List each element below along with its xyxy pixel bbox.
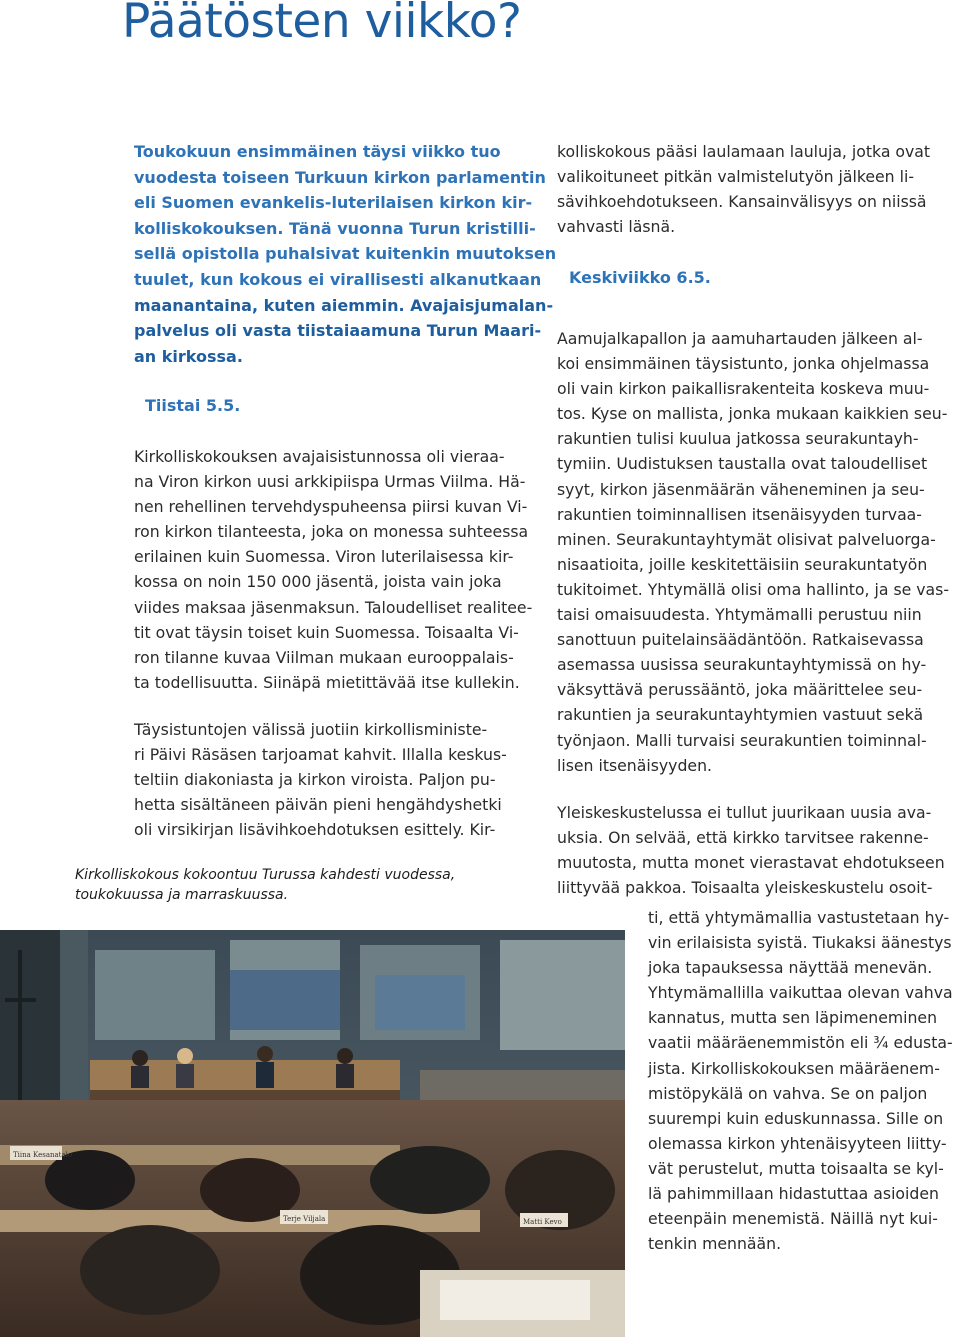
text-line: sävihkoehdotukseen. Kansainvälisyys on niissä <box>557 192 927 212</box>
text-line: kossa on noin 150 000 jäsentä, joista vain joka <box>134 572 502 592</box>
text-line: kolliskokous pääsi laulamaan lauluja, jotka ovat <box>557 142 931 161</box>
text-line: Kirkolliskokouksen avajaisistunnossa oli vieraa- <box>134 447 505 466</box>
left-column-body <box>134 444 534 842</box>
text-line: minen. Seurakuntayhtymät olisivat palveluorga- <box>557 529 936 549</box>
name-card-2: Terje Viljala <box>283 1215 326 1223</box>
paragraph-yleiskeskustelu <box>557 800 957 900</box>
heading-tiistai: Tiistai 5.5. <box>145 396 241 415</box>
lead-line: Toukokuun ensimmäinen täysi viikko tuo <box>134 142 501 161</box>
lead-line: tuulet, kun kokous ei virallisesti alkanutkaan <box>134 269 542 289</box>
right-column-top <box>557 139 955 239</box>
text-line: olemassa kirkon yhtenäisyyteen liitty- <box>648 1133 947 1153</box>
text-line: hetta sisältäneen päivän pieni hengähdyshetki <box>134 795 502 815</box>
text-line: työnjaon. Malli turvaisi seurakuntien toiminnal- <box>557 730 927 750</box>
lead-line: maanantaina, kuten aiemmin. Avajaisjumalan- <box>134 295 554 315</box>
text-line: viides maksaa jäsenmaksun. Taloudelliset realitee- <box>134 597 533 617</box>
text-line: rakuntien toiminnallisen itsenäisyyden turvaa- <box>557 504 922 524</box>
text-line: muutosta, mutta monet vierastavat ehdotukseen <box>557 853 945 873</box>
name-card-3: Matti Kevo <box>523 1218 562 1226</box>
text-line: tit ovat täysin toiset kuin Suomessa. Toisaalta Vi- <box>134 622 519 642</box>
text-line: oli virsikirjan lisävihkoehdotuksen esittely. Kir- <box>134 820 496 840</box>
lead-line: palvelus oli vasta tiistaiaamuna Turun Maari- <box>134 321 542 341</box>
text-line: vaatii määräenemmistön eli ¾ edusta- <box>648 1033 953 1053</box>
heading-keskiviikko: Keskiviikko 6.5. <box>569 268 711 287</box>
text-line: Aamujalkapallon ja aamuhartauden jälkeen al- <box>557 329 923 348</box>
text-line: sanottuun puitelainsäädäntöön. Ratkaisevassa <box>557 630 924 650</box>
text-line: ti, että yhtymämallia vastustetaan hy- <box>648 908 950 927</box>
lead-line: an kirkossa. <box>134 346 243 366</box>
photo-church-assembly <box>0 930 625 1337</box>
text-line: Yleiskeskustelussa ei tullut juurikaan uusia ava- <box>557 803 932 822</box>
text-line: teltiin diakoniasta ja kirkon viroista. Paljon pu- <box>134 770 496 790</box>
text-line: koi ensimmäinen täysistunto, jonka ohjelmassa <box>557 354 930 374</box>
text-line: tos. Kyse on mallista, jonka mukaan kaikkien seu- <box>557 404 948 424</box>
paragraph-tiistai <box>134 444 534 695</box>
name-card-1: Tiina Kesanatalo <box>13 1151 73 1159</box>
lead-line: sellä opistolla puhalsivat kuitenkin muutoksen <box>134 244 557 264</box>
lead-line: vuodesta toiseen Turkuun kirkon parlamentin <box>134 167 546 187</box>
text-line: tukitoimet. Yhtymällä olisi oma hallinto, ja se vas- <box>557 579 949 599</box>
text-line: jista. Kirkolliskokouksen määräenem- <box>648 1058 940 1078</box>
paragraph-keskiviikko <box>557 326 957 778</box>
text-line: lä pahimmillaan hidastuttaa asioiden <box>648 1184 939 1204</box>
lead-line: eli Suomen evankelis-luterilaisen kirkon kir- <box>134 193 533 213</box>
text-line: erilainen kuin Suomessa. Viron luterilaisessa kir- <box>134 547 514 567</box>
text-line: mistöpykälä on vahva. Se on paljon <box>648 1083 928 1103</box>
text-line: tymiin. Uudistuksen taustalla ovat taloudelliset <box>557 454 928 474</box>
text-line: väksyttävä perussääntö, joka määrittelee seu- <box>557 680 923 700</box>
text-line: nen rehellinen tervehdyspuheensa piirsi kuvan Vi- <box>134 497 528 517</box>
text-line: syyt, kirkon jäsenmäärän väheneminen ja seu- <box>557 479 925 499</box>
text-line: vin erilaisista syistä. Tiukaksi äänestys <box>648 933 952 953</box>
caption-line: toukokuussa ja marraskuussa. <box>75 887 289 903</box>
paragraph-yleiskeskustelu-wrap <box>648 905 958 1256</box>
text-line: ron tilanne kuvaa Viilman mukaan eurooppalais- <box>134 647 514 667</box>
text-line: rakuntien tulisi kuulua jatkossa seurakuntayh- <box>557 429 919 449</box>
text-line: vät perustelut, mutta toisaalta se kyl- <box>648 1158 944 1178</box>
text-line: ri Päivi Räsäsen tarjoamat kahvit. Illalla keskus- <box>134 745 507 765</box>
text-line: Täysistuntojen välissä juotiin kirkollisministe- <box>134 719 488 739</box>
lead-line: kolliskokouksen. Tänä vuonna Turun kristilli- <box>134 218 536 238</box>
text-line: ta todellisuutta. Siinäpä mietittävää itse kullekin. <box>134 672 520 692</box>
text-line: nisaatioita, joille keskitettäisiin seurakuntatyön <box>557 554 928 574</box>
page-title: Päätösten viikko? <box>122 0 522 49</box>
text-line: tenkin mennään. <box>648 1234 782 1254</box>
text-line: valikoituneet pitkän valmistelutyön jälkeen li- <box>557 167 914 187</box>
photo-caption <box>75 865 495 905</box>
text-line: Yhtymämallilla vaikuttaa olevan vahva <box>648 983 953 1003</box>
text-line: taisi omaisuudesta. Yhtymämalli perustuu niin <box>557 605 922 625</box>
caption-line: Kirkolliskokous kokoontuu Turussa kahdesti vuodessa, <box>75 867 456 883</box>
text-line: eteenpäin menemistä. Näillä nyt kui- <box>648 1209 938 1229</box>
text-line: oli vain kirkon paikallisrakenteita koskeva muu- <box>557 379 930 399</box>
text-line: suurempi kuin eduskunnassa. Sille on <box>648 1108 944 1128</box>
text-line: na Viron kirkon uusi arkkipiispa Urmas Viilma. Hä- <box>134 472 526 492</box>
text-line: joka tapauksessa näyttää menevän. <box>648 958 933 978</box>
text-line: lisen itsenäisyyden. <box>557 755 712 775</box>
text-line: rakuntien ja seurakuntayhtymien vastuut sekä <box>557 705 924 725</box>
text-line: asemassa uusissa seurakuntayhtymissä on hy- <box>557 655 927 675</box>
text-line: liittyvää pakkoa. Toisaalta yleiskeskustelu osoit- <box>557 878 933 898</box>
text-line: uksia. On selvää, että kirkko tarvitsee rakenne- <box>557 828 929 848</box>
text-line: vahvasti läsnä. <box>557 217 676 237</box>
lead-paragraph <box>134 139 557 369</box>
text-line: kannatus, mutta sen läpimeneminen <box>648 1008 938 1028</box>
text-line: ron kirkon tilanteesta, joka on monessa suhteessa <box>134 522 529 542</box>
paragraph-coffee <box>134 717 534 842</box>
